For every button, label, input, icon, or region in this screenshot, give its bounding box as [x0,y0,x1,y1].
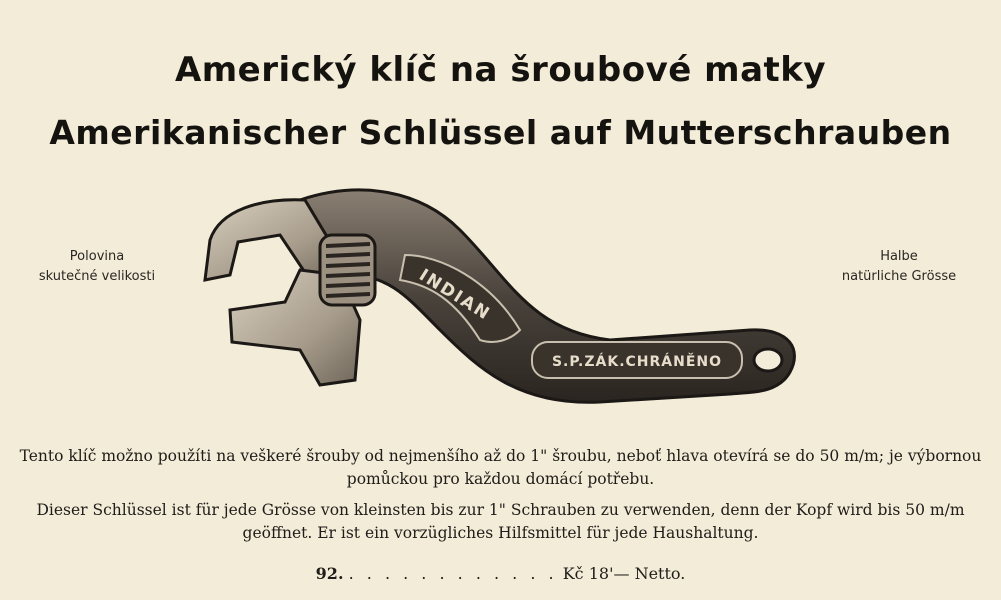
brand-text: INDIAN [415,265,495,325]
scale-note-czech [22,247,172,287]
price-currency: Kč [562,564,584,583]
adjustable-wrench-icon [190,180,810,410]
hanging-hole [754,349,782,371]
stamp-text: S.P.ZÁK.CHRÁNĚNO [551,354,723,370]
item-number: 92. [315,564,344,583]
page-title-czech: Americký klíč na šroubové matky [174,50,827,90]
price-amount: 18'— [588,564,630,583]
description-czech: Tento klíč možno použíti na veškeré šrouby od nejmenšího až do 1" šroubu, neboť hlava otevírá se do 50 m/m; je výbornou pomůckou pro každou domácí potřebu. [19,447,982,488]
scale-note-german-line1: Halbe [880,249,918,264]
price-note: Netto. [634,564,686,583]
scale-note-czech-line2: skutečné velikosti [38,269,156,284]
price-line [0,564,1001,583]
scale-note-german [820,247,978,287]
description-german: Dieser Schlüssel ist für jede Grösse von kleinsten bis zur 1" Schrauben zu verwenden, denn der Kopf wird bis 50 m/m geöffnet. Er ist ein vorzügliches Hilfsmittel für jede Haushaltung. [36,501,965,542]
scale-note-german-line2: natürliche Grösse [841,269,957,284]
leader-dots: . . . . . . . . . . . . [348,564,558,583]
scale-note-czech-line1: Polovina [69,249,125,264]
page-title-german: Amerikanischer Schlüssel auf Mutterschrauben [49,113,952,152]
